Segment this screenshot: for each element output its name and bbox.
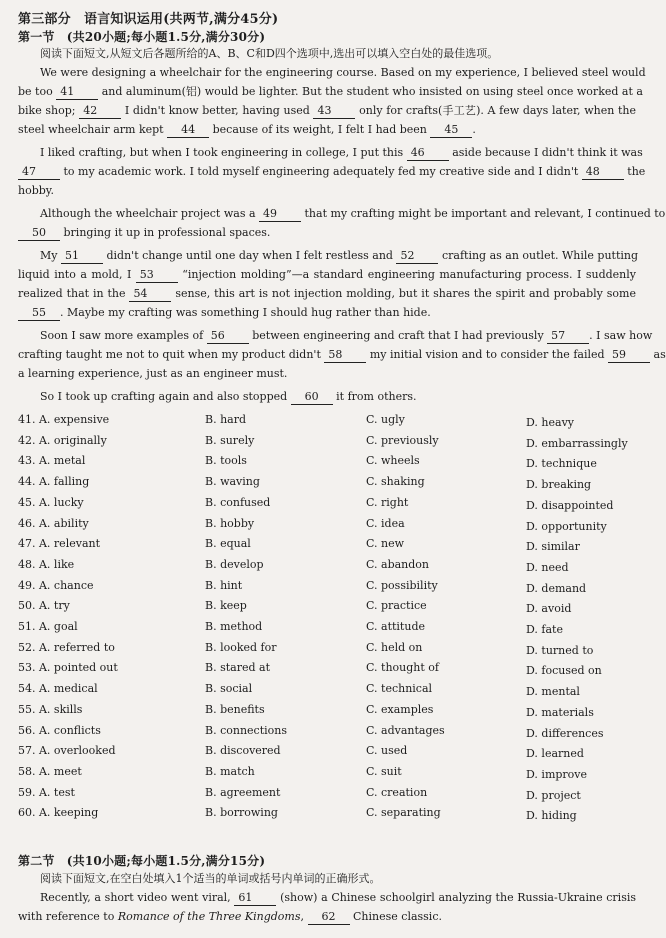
- option-q50-c[interactable]: C. practice: [366, 599, 427, 612]
- option-q52-c[interactable]: C. held on: [366, 641, 423, 654]
- blank-55[interactable]: 55: [18, 306, 60, 321]
- option-q41-d[interactable]: D. heavy: [526, 416, 575, 429]
- option-q53-d[interactable]: D. focused on: [526, 664, 602, 677]
- option-q45-a[interactable]: 45. A. lucky: [18, 496, 84, 509]
- option-q44-c[interactable]: C. shaking: [366, 475, 425, 488]
- passage-line: crafting taught me not to quit when my product didn't 58 my initial vision and to consider the failed 59 as: [18, 348, 666, 361]
- option-q44-b[interactable]: B. waving: [205, 475, 260, 488]
- option-q58-a[interactable]: 58. A. meet: [18, 765, 82, 778]
- passage-line: 47 to my academic work. I told myself engineering adequately fed my creative side and I didn't 48 the: [18, 165, 636, 180]
- option-q48-a[interactable]: 48. A. like: [18, 558, 75, 571]
- option-q59-c[interactable]: C. creation: [366, 786, 428, 799]
- blank-57[interactable]: 57: [547, 329, 589, 344]
- option-q60-d[interactable]: D. hiding: [526, 809, 577, 822]
- part-title: 第三部分 语言知识运用(共两节,满分45分): [18, 12, 279, 27]
- blank-48[interactable]: 48: [582, 165, 624, 180]
- option-q47-a[interactable]: 47. A. relevant: [18, 537, 101, 550]
- blank-43[interactable]: 43: [313, 104, 355, 119]
- passage-line: Soon I saw more examples of 56 between engineering and craft that I had previously 57 . I saw how: [40, 329, 653, 342]
- option-q55-a[interactable]: 55. A. skills: [18, 703, 83, 716]
- option-q53-b[interactable]: B. stared at: [205, 661, 270, 674]
- option-q42-b[interactable]: B. surely: [205, 434, 255, 447]
- option-q51-d[interactable]: D. fate: [526, 623, 563, 636]
- option-q58-c[interactable]: C. suit: [366, 765, 402, 778]
- option-q45-b[interactable]: B. confused: [205, 496, 271, 509]
- option-q44-d[interactable]: D. breaking: [526, 478, 592, 491]
- passage-line: So I took up crafting again and also stopped 60 it from others.: [40, 390, 417, 403]
- option-q59-a[interactable]: 59. A. test: [18, 786, 75, 799]
- passage-line: realized that in the 54 sense, this art is not injection molding, but it shares the spirit and probably some: [18, 287, 636, 300]
- passage-line: steel wheelchair arm kept 44 because of its weight, I felt I had been 45 .: [18, 123, 476, 136]
- blank-50[interactable]: 50: [18, 226, 60, 241]
- option-q46-c[interactable]: C. idea: [366, 517, 405, 530]
- option-q57-a[interactable]: 57. A. overlooked: [18, 744, 116, 757]
- option-q54-b[interactable]: B. social: [205, 682, 253, 695]
- option-q48-c[interactable]: C. abandon: [366, 558, 430, 571]
- blank-62[interactable]: 62: [308, 910, 350, 925]
- blank-45[interactable]: 45: [430, 123, 472, 138]
- passage-line: liquid into a mold, I 53 “injection molding”—a standard engineering manufacturing process. I suddenly: [18, 268, 636, 281]
- option-q44-a[interactable]: 44. A. falling: [18, 475, 90, 488]
- option-q53-c[interactable]: C. thought of: [366, 661, 439, 674]
- passage-line: Recently, a short video went viral, 61 (show) a Chinese schoolgirl analyzing the Russia-Ukraine crisis: [40, 891, 637, 904]
- option-q41-b[interactable]: B. hard: [205, 413, 247, 426]
- passage-line: be too 41 and aluminum(铝) would be lighter. But the student who insisted on using steel once worked at a: [18, 85, 643, 98]
- blank-42[interactable]: 42: [79, 104, 121, 119]
- option-q56-c[interactable]: C. advantages: [366, 724, 445, 737]
- option-q46-b[interactable]: B. hobby: [205, 517, 255, 530]
- passage-line: bike shop; 42 I didn't know better, having used 43 only for crafts(手工艺). A few days later, when the: [18, 104, 636, 117]
- option-q56-b[interactable]: B. connections: [205, 724, 287, 737]
- blank-47[interactable]: 47: [18, 165, 60, 180]
- blank-53[interactable]: 53: [136, 268, 178, 283]
- option-q60-c[interactable]: C. separating: [366, 806, 441, 819]
- option-q53-a[interactable]: 53. A. pointed out: [18, 661, 118, 674]
- option-q56-a[interactable]: 56. A. conflicts: [18, 724, 101, 737]
- option-q43-c[interactable]: C. wheels: [366, 454, 420, 467]
- blank-46[interactable]: 46: [407, 146, 449, 161]
- option-q58-b[interactable]: B. match: [205, 765, 255, 778]
- option-q59-d[interactable]: D. project: [526, 789, 581, 802]
- option-q54-d[interactable]: D. mental: [526, 685, 580, 698]
- option-q42-d[interactable]: D. embarrassingly: [526, 437, 628, 450]
- option-q43-a[interactable]: 43. A. metal: [18, 454, 86, 467]
- option-q54-a[interactable]: 54. A. medical: [18, 682, 98, 695]
- passage-line: My 51 didn't change until one day when I felt restless and 52 crafting as an outlet. While putting: [40, 249, 639, 262]
- option-q45-d[interactable]: D. disappointed: [526, 499, 614, 512]
- option-q56-d[interactable]: D. differences: [526, 727, 604, 740]
- option-q49-b[interactable]: B. hint: [205, 579, 243, 592]
- option-q49-d[interactable]: D. demand: [526, 582, 587, 595]
- option-q52-a[interactable]: 52. A. referred to: [18, 641, 115, 654]
- option-q48-b[interactable]: B. develop: [205, 558, 264, 571]
- section2-title: 第二节 (共10小题;每小题1.5分,满分15分): [18, 854, 266, 868]
- option-q52-d[interactable]: D. turned to: [526, 644, 594, 657]
- option-q48-d[interactable]: D. need: [526, 561, 569, 574]
- option-q46-a[interactable]: 46. A. ability: [18, 517, 89, 530]
- passage-line: Although the wheelchair project was a 49 that my crafting might be important and relevant, I continued to: [40, 207, 666, 220]
- option-q42-c[interactable]: C. previously: [366, 434, 439, 447]
- option-q57-b[interactable]: B. discovered: [205, 744, 281, 757]
- blank-44[interactable]: 44: [167, 123, 209, 138]
- option-q42-a[interactable]: 42. A. originally: [18, 434, 107, 447]
- option-q49-c[interactable]: C. possibility: [366, 579, 438, 592]
- passage-line: 55 . Maybe my crafting was something I should hug rather than hide.: [18, 306, 636, 321]
- passage-line: hobby.: [18, 184, 55, 197]
- option-q46-d[interactable]: D. opportunity: [526, 520, 607, 533]
- blank-49[interactable]: 49: [259, 207, 301, 222]
- option-q58-d[interactable]: D. improve: [526, 768, 588, 781]
- blank-59[interactable]: 59: [608, 348, 650, 363]
- option-q52-b[interactable]: B. looked for: [205, 641, 277, 654]
- option-q47-b[interactable]: B. equal: [205, 537, 251, 550]
- option-q47-d[interactable]: D. similar: [526, 540, 580, 553]
- option-q51-a[interactable]: 51. A. goal: [18, 620, 78, 633]
- section1-title: 第一节 (共20小题;每小题1.5分,满分30分): [18, 30, 266, 44]
- option-q51-c[interactable]: C. attitude: [366, 620, 425, 633]
- option-q51-b[interactable]: B. method: [205, 620, 263, 633]
- blank-52[interactable]: 52: [396, 249, 438, 264]
- blank-60[interactable]: 60: [291, 390, 333, 405]
- option-q43-b[interactable]: B. tools: [205, 454, 247, 467]
- blank-58[interactable]: 58: [324, 348, 366, 363]
- option-q49-a[interactable]: 49. A. chance: [18, 579, 94, 592]
- blank-56[interactable]: 56: [207, 329, 249, 344]
- option-q50-a[interactable]: 50. A. try: [18, 599, 70, 612]
- blank-41[interactable]: 41: [56, 85, 98, 100]
- option-q55-d[interactable]: D. materials: [526, 706, 594, 719]
- blank-54[interactable]: 54: [129, 287, 171, 302]
- blank-61[interactable]: 61: [234, 891, 276, 906]
- passage-line: I liked crafting, but when I took engineering in college, I put this 46 aside because I didn't think it was: [40, 146, 643, 159]
- option-q41-c[interactable]: C. ugly: [366, 413, 405, 426]
- option-q55-b[interactable]: B. benefits: [205, 703, 265, 716]
- passage-line: We were designing a wheelchair for the engineering course. Based on my experience, I believed steel would: [40, 66, 646, 79]
- passage-line: a learning experience, just as an engineer must.: [18, 367, 288, 380]
- option-q41-a[interactable]: 41. A. expensive: [18, 413, 110, 426]
- option-q45-c[interactable]: C. right: [366, 496, 409, 509]
- option-q55-c[interactable]: C. examples: [366, 703, 434, 716]
- passage-line: with reference to Romance of the Three Kingdoms, 62 Chinese classic.: [18, 910, 442, 923]
- option-q57-d[interactable]: D. learned: [526, 747, 584, 760]
- option-q54-c[interactable]: C. technical: [366, 682, 433, 695]
- section1-instructions: 阅读下面短文,从短文后各题所给的A、B、C和D四个选项中,选出可以填入空白处的最佳选项。: [40, 47, 499, 60]
- option-q60-b[interactable]: B. borrowing: [205, 806, 278, 819]
- option-q57-c[interactable]: C. used: [366, 744, 408, 757]
- option-q47-c[interactable]: C. new: [366, 537, 405, 550]
- option-q60-a[interactable]: 60. A. keeping: [18, 806, 99, 819]
- blank-51[interactable]: 51: [61, 249, 103, 264]
- passage-line: 50 bringing it up in professional spaces.: [18, 226, 636, 241]
- option-q50-b[interactable]: B. keep: [205, 599, 247, 612]
- section2-instructions: 阅读下面短文,在空白处填入1个适当的单词或括号内单词的正确形式。: [40, 872, 381, 885]
- option-q43-d[interactable]: D. technique: [526, 457, 597, 470]
- option-q59-b[interactable]: B. agreement: [205, 786, 281, 799]
- option-q50-d[interactable]: D. avoid: [526, 602, 572, 615]
